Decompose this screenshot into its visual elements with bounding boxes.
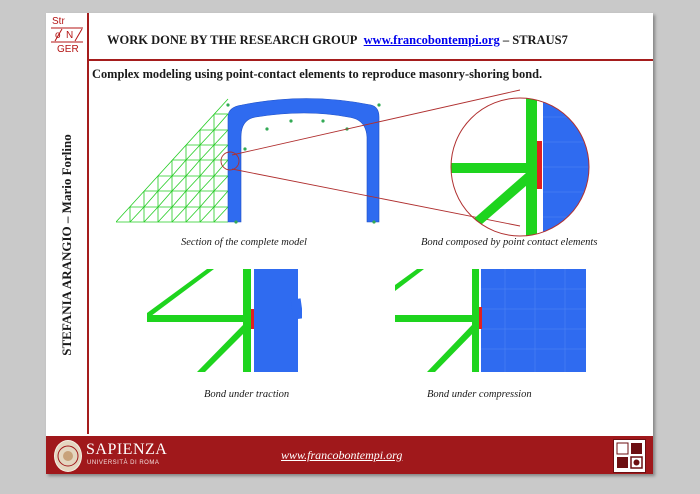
university-name: SAPIENZA [86, 441, 168, 458]
logo-text-ger: GER [57, 44, 79, 55]
caption-complete-model: Section of the complete model [181, 237, 307, 248]
shoring-strut [427, 325, 477, 372]
shoring-beam [147, 315, 243, 322]
footer-bar [46, 436, 653, 474]
contact-elements [537, 141, 542, 189]
compression-figure [395, 269, 600, 374]
title-suffix: – STRAUS7 [502, 33, 568, 47]
slide [46, 13, 653, 474]
masonry-block [481, 269, 586, 372]
shoring-strut [453, 173, 534, 237]
shoring-beam [425, 163, 526, 173]
slide-subtitle: Complex modeling using point-contact elements to reproduce masonry-shoring bond. [92, 67, 543, 81]
header-website-link[interactable]: www.francobontempi.org [363, 33, 500, 47]
caption-bond: Bond composed by point contact elements [421, 237, 598, 248]
contact-elements [479, 307, 482, 329]
contact-elements [251, 309, 254, 329]
shoring-post [472, 269, 479, 372]
shoring-upper-strut [147, 269, 214, 319]
caption-traction: Bond under traction [204, 389, 290, 400]
university-subtitle: UNIVERSITÀ DI ROMA [87, 460, 160, 466]
traction-figure [147, 269, 302, 374]
masonry-block [254, 269, 298, 372]
sapienza-seal-icon [54, 440, 82, 472]
shoring-upper-strut [395, 269, 424, 291]
shoring-post [243, 269, 251, 372]
shoring-beam [395, 315, 472, 322]
author-vertical-text: STEFANIA ARANGIO – Mario Forlino [59, 134, 74, 356]
shoring-strut [197, 325, 248, 372]
bond-detail-figure [425, 97, 615, 237]
logo-text-o: o [55, 30, 61, 41]
logo-text-str: Str [52, 16, 65, 27]
title-prefix: WORK DONE BY THE RESEARCH GROUP [107, 33, 358, 47]
footer-website-link[interactable]: www.francobontempi.org [281, 448, 403, 462]
shoring-post [526, 97, 537, 237]
dept-stamp-icon [613, 439, 646, 473]
logo-text-n: N [66, 30, 74, 41]
caption-compression: Bond under compression [427, 389, 532, 400]
